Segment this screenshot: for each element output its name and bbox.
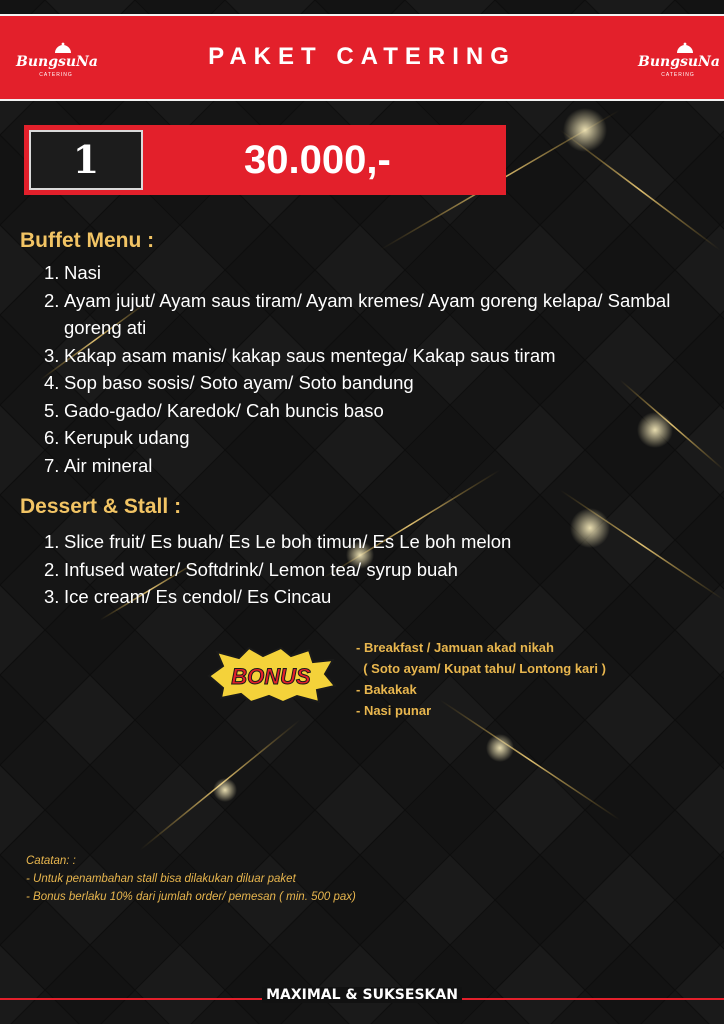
list-item [44, 528, 684, 556]
header-bar [0, 14, 724, 101]
dessert-stall-list [44, 528, 684, 611]
list-item: - Nasi punar [356, 703, 432, 718]
item-number: 1. [44, 531, 60, 552]
list-item [44, 397, 684, 425]
buffet-menu-title: Buffet Menu : [20, 229, 155, 252]
buffet-menu-list [44, 259, 684, 479]
list-item [44, 556, 684, 584]
note-line: - Untuk penambahan stall bisa dilakukan diluar paket [26, 873, 296, 885]
item-number: 6. [44, 427, 60, 448]
dessert-stall-title: Dessert & Stall : [20, 495, 182, 518]
logo-name: BungsuNa [638, 54, 720, 70]
item-text: Air mineral [64, 454, 153, 476]
footer-slogan: MAXIMAL & SUKSESKAN [262, 987, 462, 1003]
item-text: Sop baso sosis/ Soto ayam/ Soto bandung [64, 372, 414, 393]
item-text: Ice cream/ Es cendol/ Es Cincau [64, 586, 332, 607]
notes [26, 852, 356, 906]
list-item [44, 583, 684, 611]
package-number: 1 [29, 130, 143, 190]
item-number: 7. [44, 454, 60, 476]
item-text: Kerupuk udang [64, 427, 190, 448]
list-item: - Bakakak [356, 682, 417, 697]
list-item [44, 452, 684, 480]
item-number: 4. [44, 372, 60, 393]
list-item [44, 369, 684, 397]
package-price: 30.000,- [244, 138, 391, 182]
item-number: 3. [44, 344, 60, 366]
notes-title: Catatan: : [26, 855, 76, 867]
logo-subtitle: CATERING [39, 72, 73, 78]
footer-divider [462, 998, 724, 1000]
item-text: Gado-gado/ Karedok/ Cah buncis baso [64, 399, 384, 421]
item-text: Nasi [64, 262, 102, 283]
item-number: 5. [44, 399, 60, 421]
list-item [44, 287, 684, 342]
list-item [44, 342, 684, 370]
item-number: 2. [44, 289, 60, 311]
item-text: Slice fruit/ Es buah/ Es Le boh timun/ Es Le boh melon [64, 531, 512, 552]
item-number: 2. [44, 558, 60, 580]
price-banner [24, 125, 506, 195]
cloche-icon [676, 42, 694, 54]
logo-subtitle: CATERING [661, 72, 695, 78]
bonus-label: BONUS [231, 664, 311, 689]
list-item [44, 259, 684, 287]
item-number: 1. [44, 262, 60, 283]
list-item: - Breakfast / Jamuan akad nikah [356, 640, 554, 655]
note-line: - Bonus berlaku 10% dari jumlah order/ pemesan ( min. 500 pax) [26, 891, 356, 903]
item-number: 3. [44, 586, 60, 607]
item-text: Kakap asam manis/ kakap saus mentega/ Kakap saus tiram [64, 344, 556, 366]
footer-divider [0, 998, 262, 1000]
logo-name: BungsuNa [16, 54, 98, 70]
brand-logo-right [638, 48, 718, 88]
item-text: Ayam jujut/ Ayam saus tiram/ Ayam kremes/ Ayam goreng kelapa/ Sambal goreng ati [64, 289, 671, 338]
item-text: Infused water/ Softdrink/ Lemon tea/ syrup buah [64, 558, 458, 580]
list-item: ( Soto ayam/ Kupat tahu/ Lontong kari ) [356, 661, 606, 676]
list-item [44, 424, 684, 452]
bonus-list [356, 637, 606, 721]
bonus-badge [205, 646, 337, 704]
page-title: PAKET CATERING [208, 43, 516, 70]
